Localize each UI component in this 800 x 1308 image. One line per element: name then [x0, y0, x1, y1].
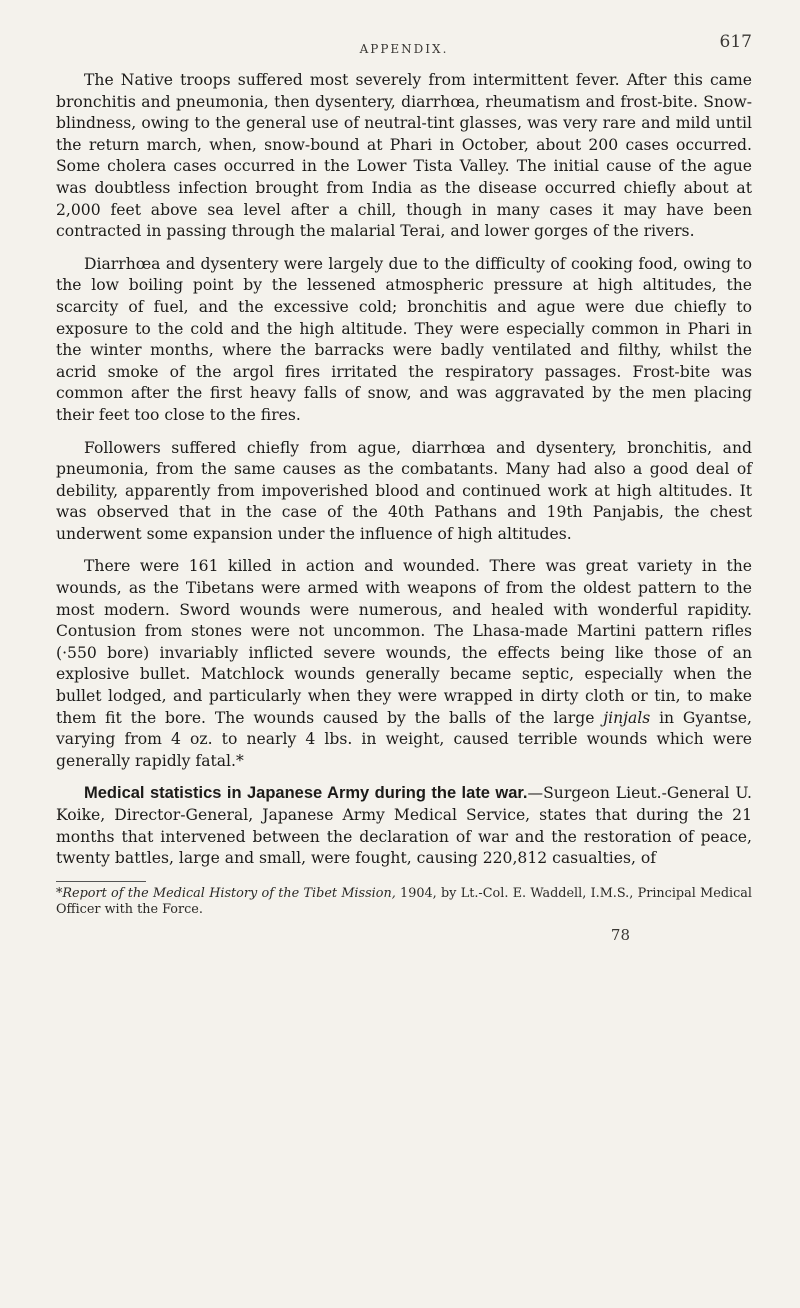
footnote-text: 1904, by Lt.-Col. E. Waddell, I.M.S., Principal Medical Officer with the Force. [56, 885, 752, 917]
page-number: 617 [719, 32, 752, 52]
running-title: APPENDIX. [359, 42, 449, 56]
running-head [56, 30, 752, 64]
signature-mark: 78 [610, 925, 630, 944]
paragraph-japanese-army [56, 783, 752, 869]
japanese-army-text: —Surgeon Lieut.-General U. Koike, Director-General, Japanese Army Medical Service, states that during the 21 months that intervened between the declaration of war and the restoration of peace, twenty battles, large and small, were fought, causing 220,812 casualties, of [56, 784, 753, 868]
wounds-italic-term: jinjals [603, 708, 651, 727]
paragraph-native-troops: The Native troops suffered most severely from intermittent fever. After this came bronchitis and pneumonia, then dysentery, diarrhœa, rheumatism and frost-bite. Snow-blindness, owing to the general use of neutral-tint glasses, was very rare and mild until the return march, when, snow-bound at Phari in October, about 200 cases occurred. Some cholera cases occurred in the Lower Tista Valley. The initial cause of the ague was doubtless infection brought from India as the disease occurred chiefly about at 2,000 feet above sea level after a chill, though in many cases it may have been contracted in passing through the malarial Terai, and lower gorges of the rivers. [56, 71, 752, 241]
book-page [56, 30, 752, 944]
footnote-rule [56, 881, 146, 882]
paragraph-diarrhoea-dysentery: Diarrhœa and dysentery were largely due to the difficulty of cooking food, owing to the low boiling point by the lessened atmospheric pressure at high altitudes, the scarcity of fuel, and the excessive cold; bronchitis and ague were due chiefly to exposure to the cold and the high altitude. They were especially common in Phari in the winter months, where the barracks were badly ventilated and filthy, whilst the acrid smoke of the argol fires irritated the respiratory passages. Frost-bite was common after the first heavy falls of snow, and was aggravated by the men placing their feet too close to the fires. [56, 254, 752, 424]
wounds-text-2: in Gyantse, varying from 4 oz. to nearly 4 lbs. in weight, caused terrible wounds which were generally rapidly fatal.* [56, 708, 752, 770]
footnote [56, 886, 752, 918]
paragraph-wounds [56, 556, 752, 772]
paragraph-followers: Followers suffered chiefly from ague, diarrhœa and dysentery, bronchitis, and pneumonia, from the same causes as the combatants. Many had also a good deal of debility, apparently from impoverished blood and continued work at high altitudes. It was observed that in the case of the 40th Pathans and 19th Panjabis, the chest underwent some expansion under the influence of high altitudes. [56, 438, 752, 543]
section-heading: Medical statistics in Japanese Army during the late war. [84, 784, 528, 803]
wounds-text-1: There were 161 killed in action and wounded. There was great variety in the wounds, as the Tibetans were armed with weapons of from the oldest pattern to the most modern. Sword wounds were numerous, and healed with wonderful rapidity. Contusion from stones were not uncommon. The Lhasa-made Martini pattern rifles (·550 bore) invariably inflicted severe wounds, the effects being like those of an explosive bullet. Matchlock wounds generally became septic, especially when the bullet lodged, and particularly when they were wrapped in dirty cloth or tin, to make them fit the bore. The wounds caused by the balls of the large [56, 557, 752, 727]
footnote-title: *Report of the Medical History of the Tibet Mission, [56, 885, 396, 901]
